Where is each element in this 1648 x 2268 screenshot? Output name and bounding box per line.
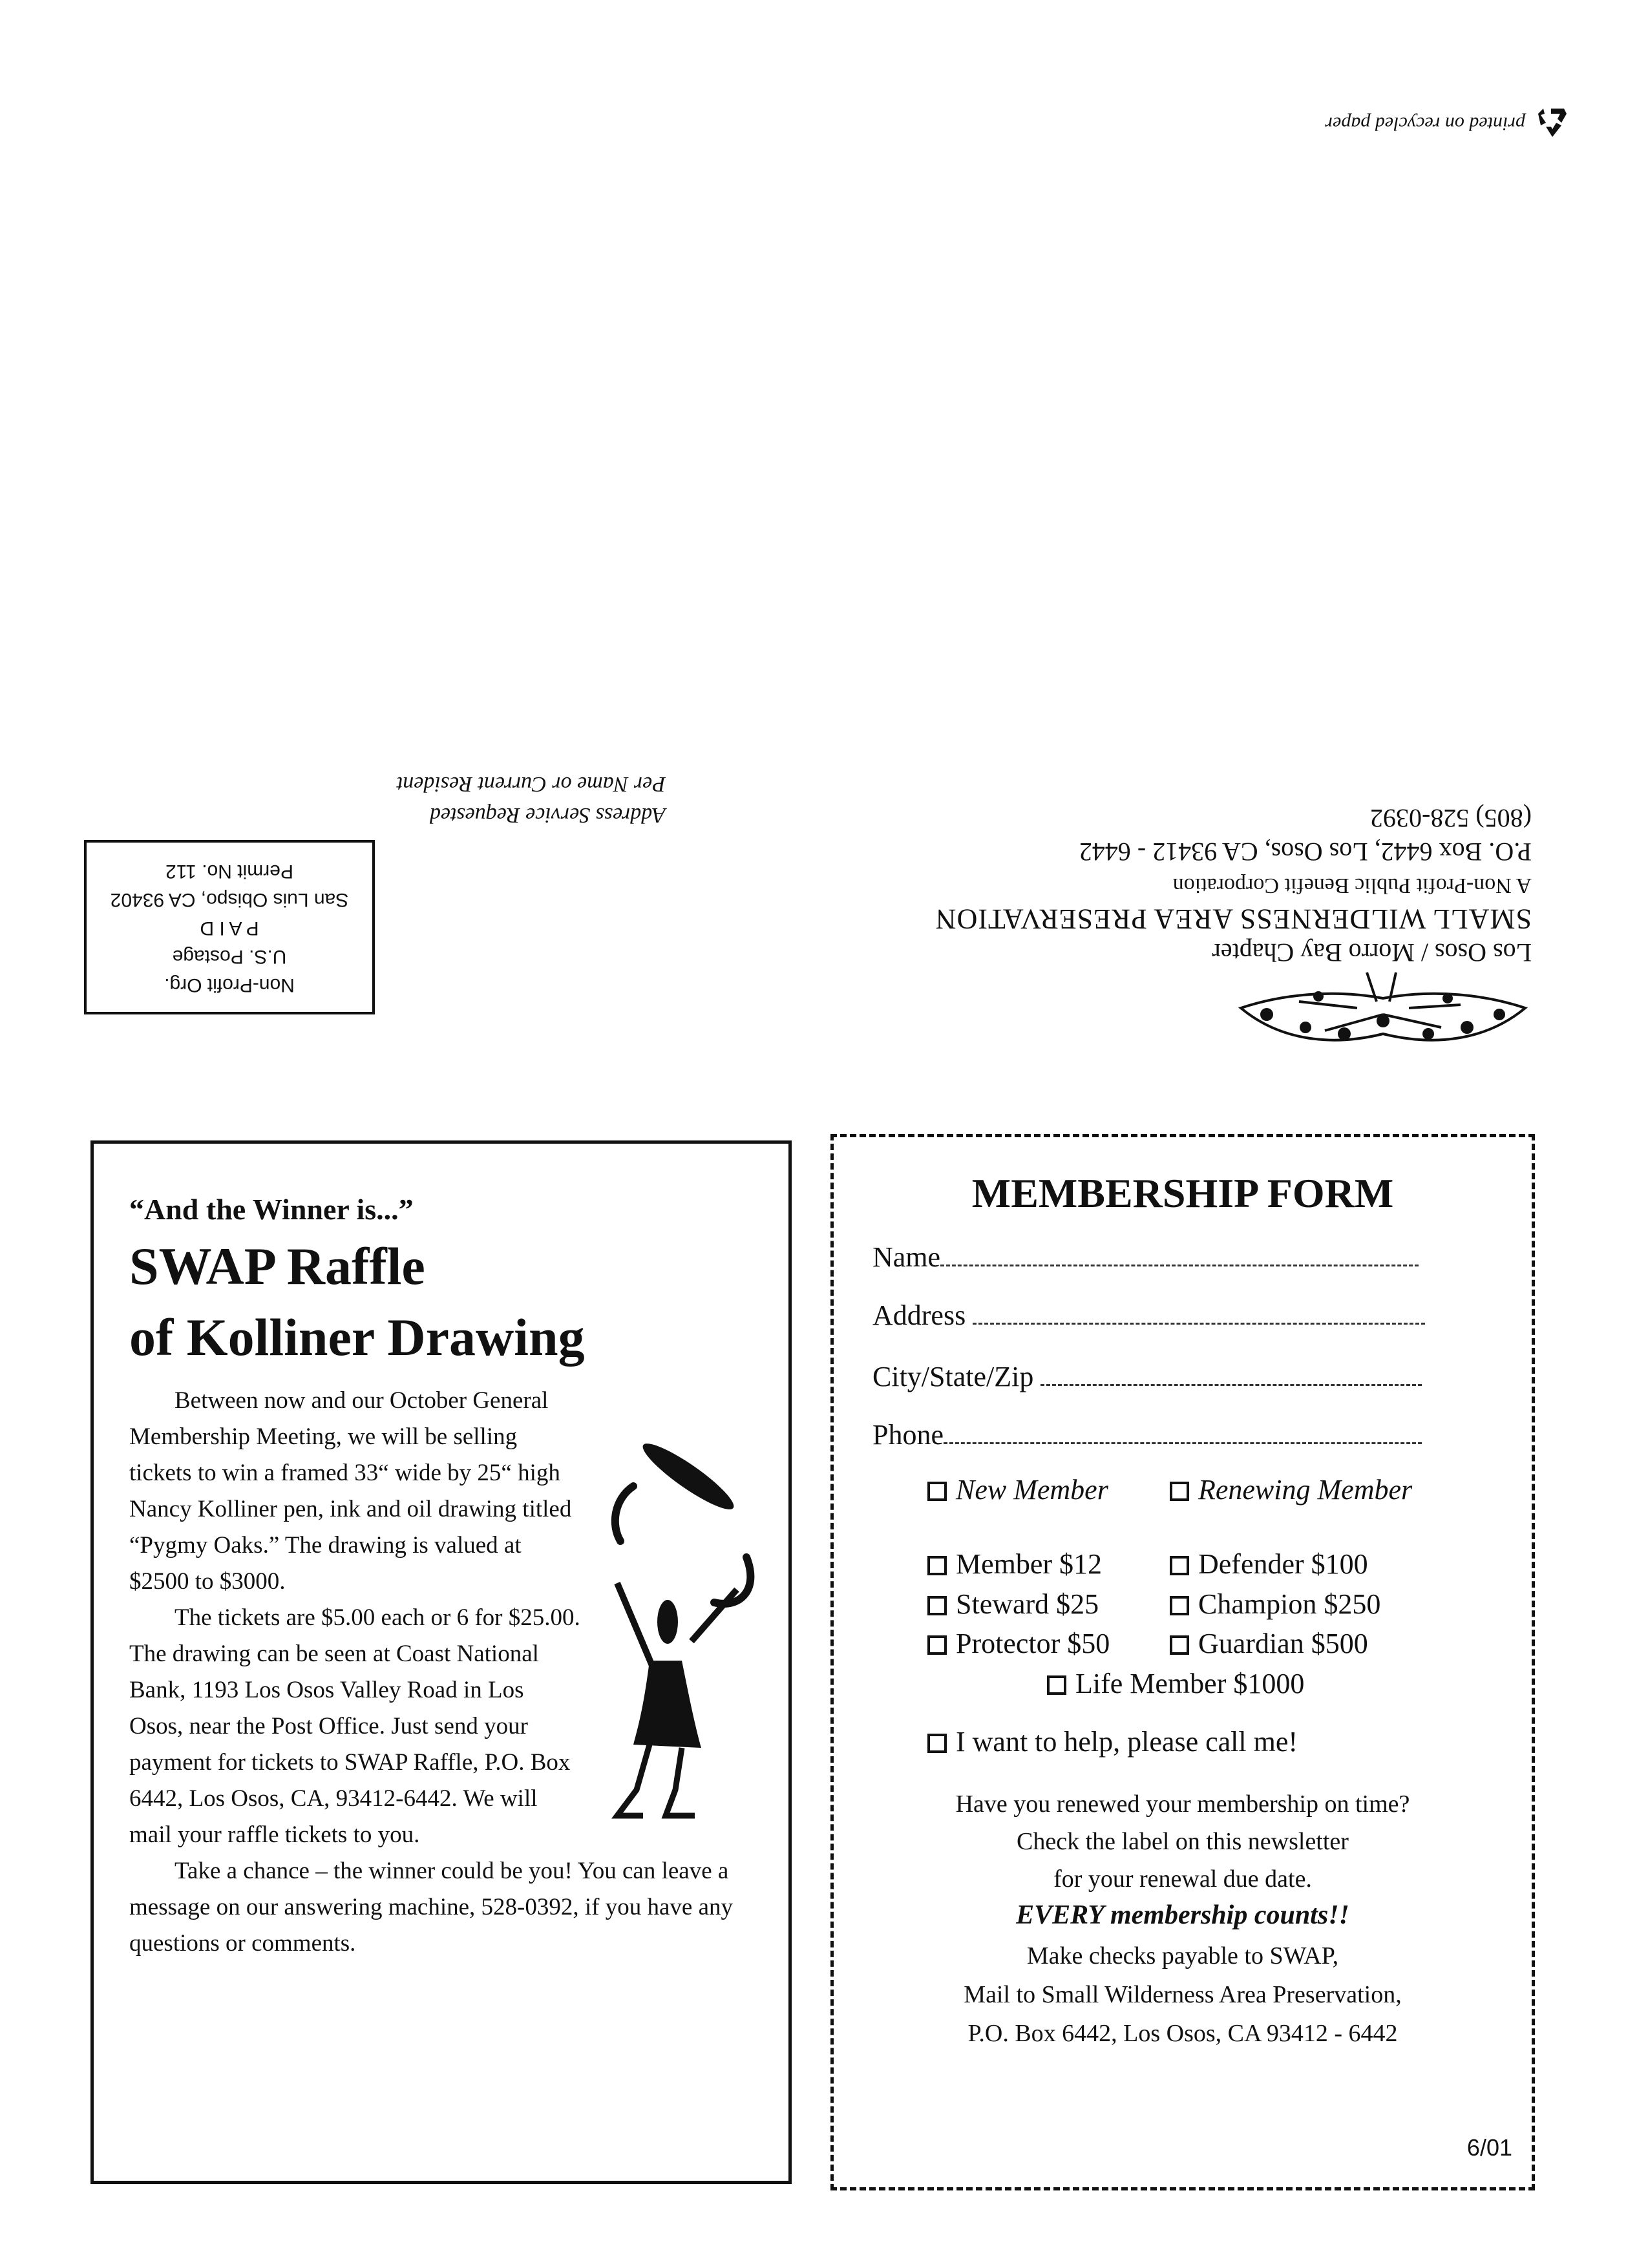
recycle-icon [1534,106,1570,138]
raffle-paragraph: Between now and our October General Membership Meeting, we will be selling tickets to win a framed 33“ wide by 25“ high Nancy Kolliner pen, ink and oil drawing titled “Pygmy Oaks.” The drawing is valued at $2500 to $3000. [129,1387,572,1595]
level-label: Life Member $1000 [1075,1668,1305,1699]
raffle-title [129,1231,585,1373]
level-label: Member $12 [956,1548,1103,1580]
name-blank[interactable] [940,1245,1419,1266]
new-member-label: New Member [956,1474,1108,1506]
indicia-line: U.S. Postage [172,946,287,967]
checkbox[interactable] [1170,1596,1189,1615]
phone-label: Phone [872,1419,944,1451]
name-field[interactable] [872,1241,1419,1274]
organization-type: A Non-Profit Public Benefit Corporation [1172,874,1532,898]
raffle-title-line: SWAP Raffle [129,1237,425,1296]
service-line: Per Name or Current Resident [396,772,666,796]
city-state-zip-label: City/State/Zip [872,1361,1034,1392]
chapter-name: Los Osos / Morro Bay Chapter [1212,938,1532,967]
address-blank[interactable] [973,1303,1425,1325]
raffle-body [129,1383,756,1962]
renewing-member-label: Renewing Member [1198,1474,1413,1506]
phone-blank[interactable] [944,1423,1422,1444]
checkbox[interactable] [927,1596,947,1615]
guardian-level-option[interactable] [1170,1627,1368,1660]
renewal-note: Check the label on this newsletter [1017,1828,1349,1855]
level-label: Guardian $500 [1198,1628,1368,1659]
payable-note: Make checks payable to SWAP, [1026,1942,1339,1969]
city-state-zip-field[interactable] [872,1360,1422,1393]
raffle-article [90,1140,792,2184]
level-label: Defender $100 [1198,1548,1368,1580]
service-line: Address Service Requested [429,803,666,827]
oak-tree-logo [1228,969,1538,1053]
member-level-option[interactable] [927,1548,1102,1580]
help-label: I want to help, please call me! [956,1726,1298,1758]
champion-level-option[interactable] [1170,1588,1380,1621]
address-label: Address [872,1299,966,1331]
steward-level-option[interactable] [927,1588,1099,1621]
checkbox[interactable] [1047,1675,1066,1695]
renewing-member-option[interactable] [1170,1473,1412,1506]
checkbox[interactable] [1170,1482,1189,1501]
life-member-level-option[interactable] [1047,1667,1304,1700]
recycled-paper-note [1267,103,1570,142]
indicia-line: San Luis Obispo, CA 93402 [110,889,349,910]
return-address [918,775,1532,969]
renewal-note: for your renewal due date. [1053,1865,1312,1893]
address-service-note [362,759,666,830]
checkbox[interactable] [927,1482,947,1501]
mailing-address: P.O. Box 6442, Los Osos, CA 93412 - 6442 [1079,837,1532,866]
renewal-note: Have you renewed your membership on time? [955,1790,1410,1818]
indicia-line: P A I D [200,918,259,939]
every-membership-counts: EVERY membership counts!! [1016,1900,1349,1930]
address-field[interactable] [872,1299,1425,1332]
raffle-kicker: “And the Winner is...” [129,1193,414,1226]
mail-to-address: P.O. Box 6442, Los Osos, CA 93412 - 6442 [967,2020,1398,2047]
checkbox[interactable] [1170,1635,1189,1655]
defender-level-option[interactable] [1170,1548,1368,1580]
help-option[interactable] [927,1725,1298,1758]
membership-form-title: MEMBERSHIP FORM [971,1170,1394,1216]
postage-indicia [84,840,375,1014]
form-code: 6/01 [1466,2134,1512,2161]
phone-field[interactable] [872,1418,1422,1451]
new-member-option[interactable] [927,1473,1108,1506]
checkbox[interactable] [1170,1556,1189,1575]
membership-form [830,1134,1535,2190]
name-label: Name [872,1241,941,1273]
checkbox[interactable] [927,1556,947,1575]
raffle-paragraph: Take a chance – the winner could be you! You can leave a message on our answering machine, 528-0392, if you have any questions or comments. [129,1858,733,1957]
city-state-zip-blank[interactable] [1041,1365,1422,1386]
recycled-text: printed on recycled paper [1325,113,1525,134]
checkbox[interactable] [927,1734,947,1753]
checkbox[interactable] [927,1635,947,1655]
indicia-line: Non-Profit Org. [164,974,295,996]
protector-level-option[interactable] [927,1627,1110,1660]
level-label: Steward $25 [956,1588,1099,1620]
raffle-paragraph: The tickets are $5.00 each or 6 for $25.00. The drawing can be seen at Coast National Bank, 1193 Los Osos Valley Road in Los Osos, near the Post Office. Just send your payment for tickets to SWAP Raffle, P.O. Box 6442, Los Osos, CA, 93412-6442. We will mail your raffle tickets to you. [129,1604,580,1848]
level-label: Champion $250 [1198,1588,1381,1620]
level-label: Protector $50 [956,1628,1110,1659]
phone-number: (805) 528-0392 [1370,804,1532,833]
indicia-line: Permit No. 112 [165,861,293,882]
mail-to-note: Mail to Small Wilderness Area Preservation, [964,1981,1402,2008]
organization-name: SMALL WILDERNESS AREA PRESERVATION [935,903,1532,935]
raffle-title-line: of Kolliner Drawing [129,1308,585,1367]
